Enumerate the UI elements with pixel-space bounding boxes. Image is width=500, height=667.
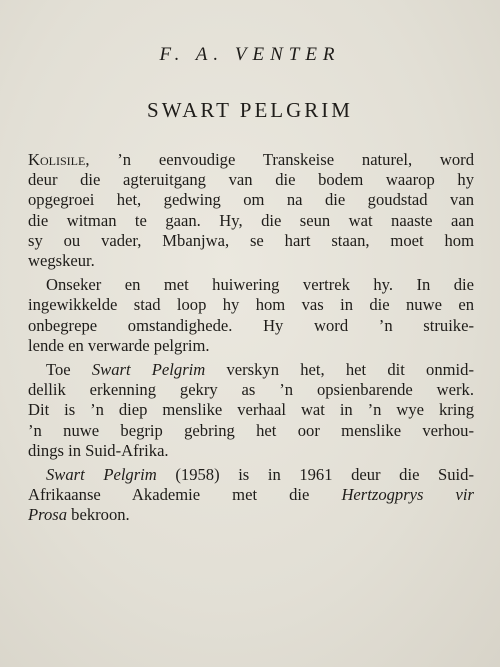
paragraph-4 — [28, 465, 474, 526]
book-title-italic: Swart Pelgrim — [46, 465, 157, 485]
text-line: Swart Pelgrim (1958) is in 1961 deur die Suid- — [46, 465, 474, 485]
text-line: deur die agteruitgang van die bodem waarop hy — [28, 170, 474, 190]
prize-name-italic: Hertzogprys vir — [341, 485, 474, 505]
text-line: ingewikkelde stad loop hy hom vas in die nuwe en — [28, 295, 474, 315]
text-line: sy ou vader, Mbanjwa, se hart staan, moet hom — [28, 230, 474, 250]
paragraph-3 — [28, 360, 474, 461]
text-line: wegskeur. — [28, 251, 95, 271]
text-line: dellik erkenning gekry as ’n opsienbarende werk. — [28, 380, 474, 400]
text-line: Prosa bekroon. — [28, 505, 130, 525]
text-line: Kolisile, ’n eenvoudige Transkeise naturel, word — [28, 150, 474, 169]
text-line: Afrikaanse Akademie met die Hertzogprys vir — [28, 485, 474, 505]
text-line: Dit is ’n diep menslike verhaal wat in ’n wye kring — [28, 400, 474, 420]
text-line: dings in Suid-Afrika. — [28, 440, 169, 460]
character-name: Kolisile — [28, 150, 86, 169]
prize-name-italic: Prosa — [28, 505, 68, 525]
book-title: SWART PELGRIM — [147, 98, 353, 122]
text-line: onbegrepe omstandighede. Hy word ’n struike- — [28, 315, 474, 335]
author-name: F. A. VENTER — [159, 44, 341, 65]
book-title-italic: Swart Pelgrim — [91, 360, 206, 380]
text-line: lende en verwarde pelgrim. — [28, 335, 210, 355]
paragraph-1 — [28, 150, 474, 271]
text-line: Toe Swart Pelgrim verskyn het, het dit onmid- — [46, 360, 474, 380]
blurb-text — [28, 150, 474, 526]
text-line: opgegroei het, gedwing om na die goudstad van — [28, 190, 474, 210]
text-line: die witman te gaan. Hy, die seun wat naaste aan — [28, 210, 474, 230]
paragraph-2 — [28, 275, 474, 356]
text-line: ’n nuwe begrip gebring het oor menslike verhou- — [28, 420, 474, 440]
text-line: Onseker en met huiwering vertrek hy. In die — [46, 275, 474, 295]
